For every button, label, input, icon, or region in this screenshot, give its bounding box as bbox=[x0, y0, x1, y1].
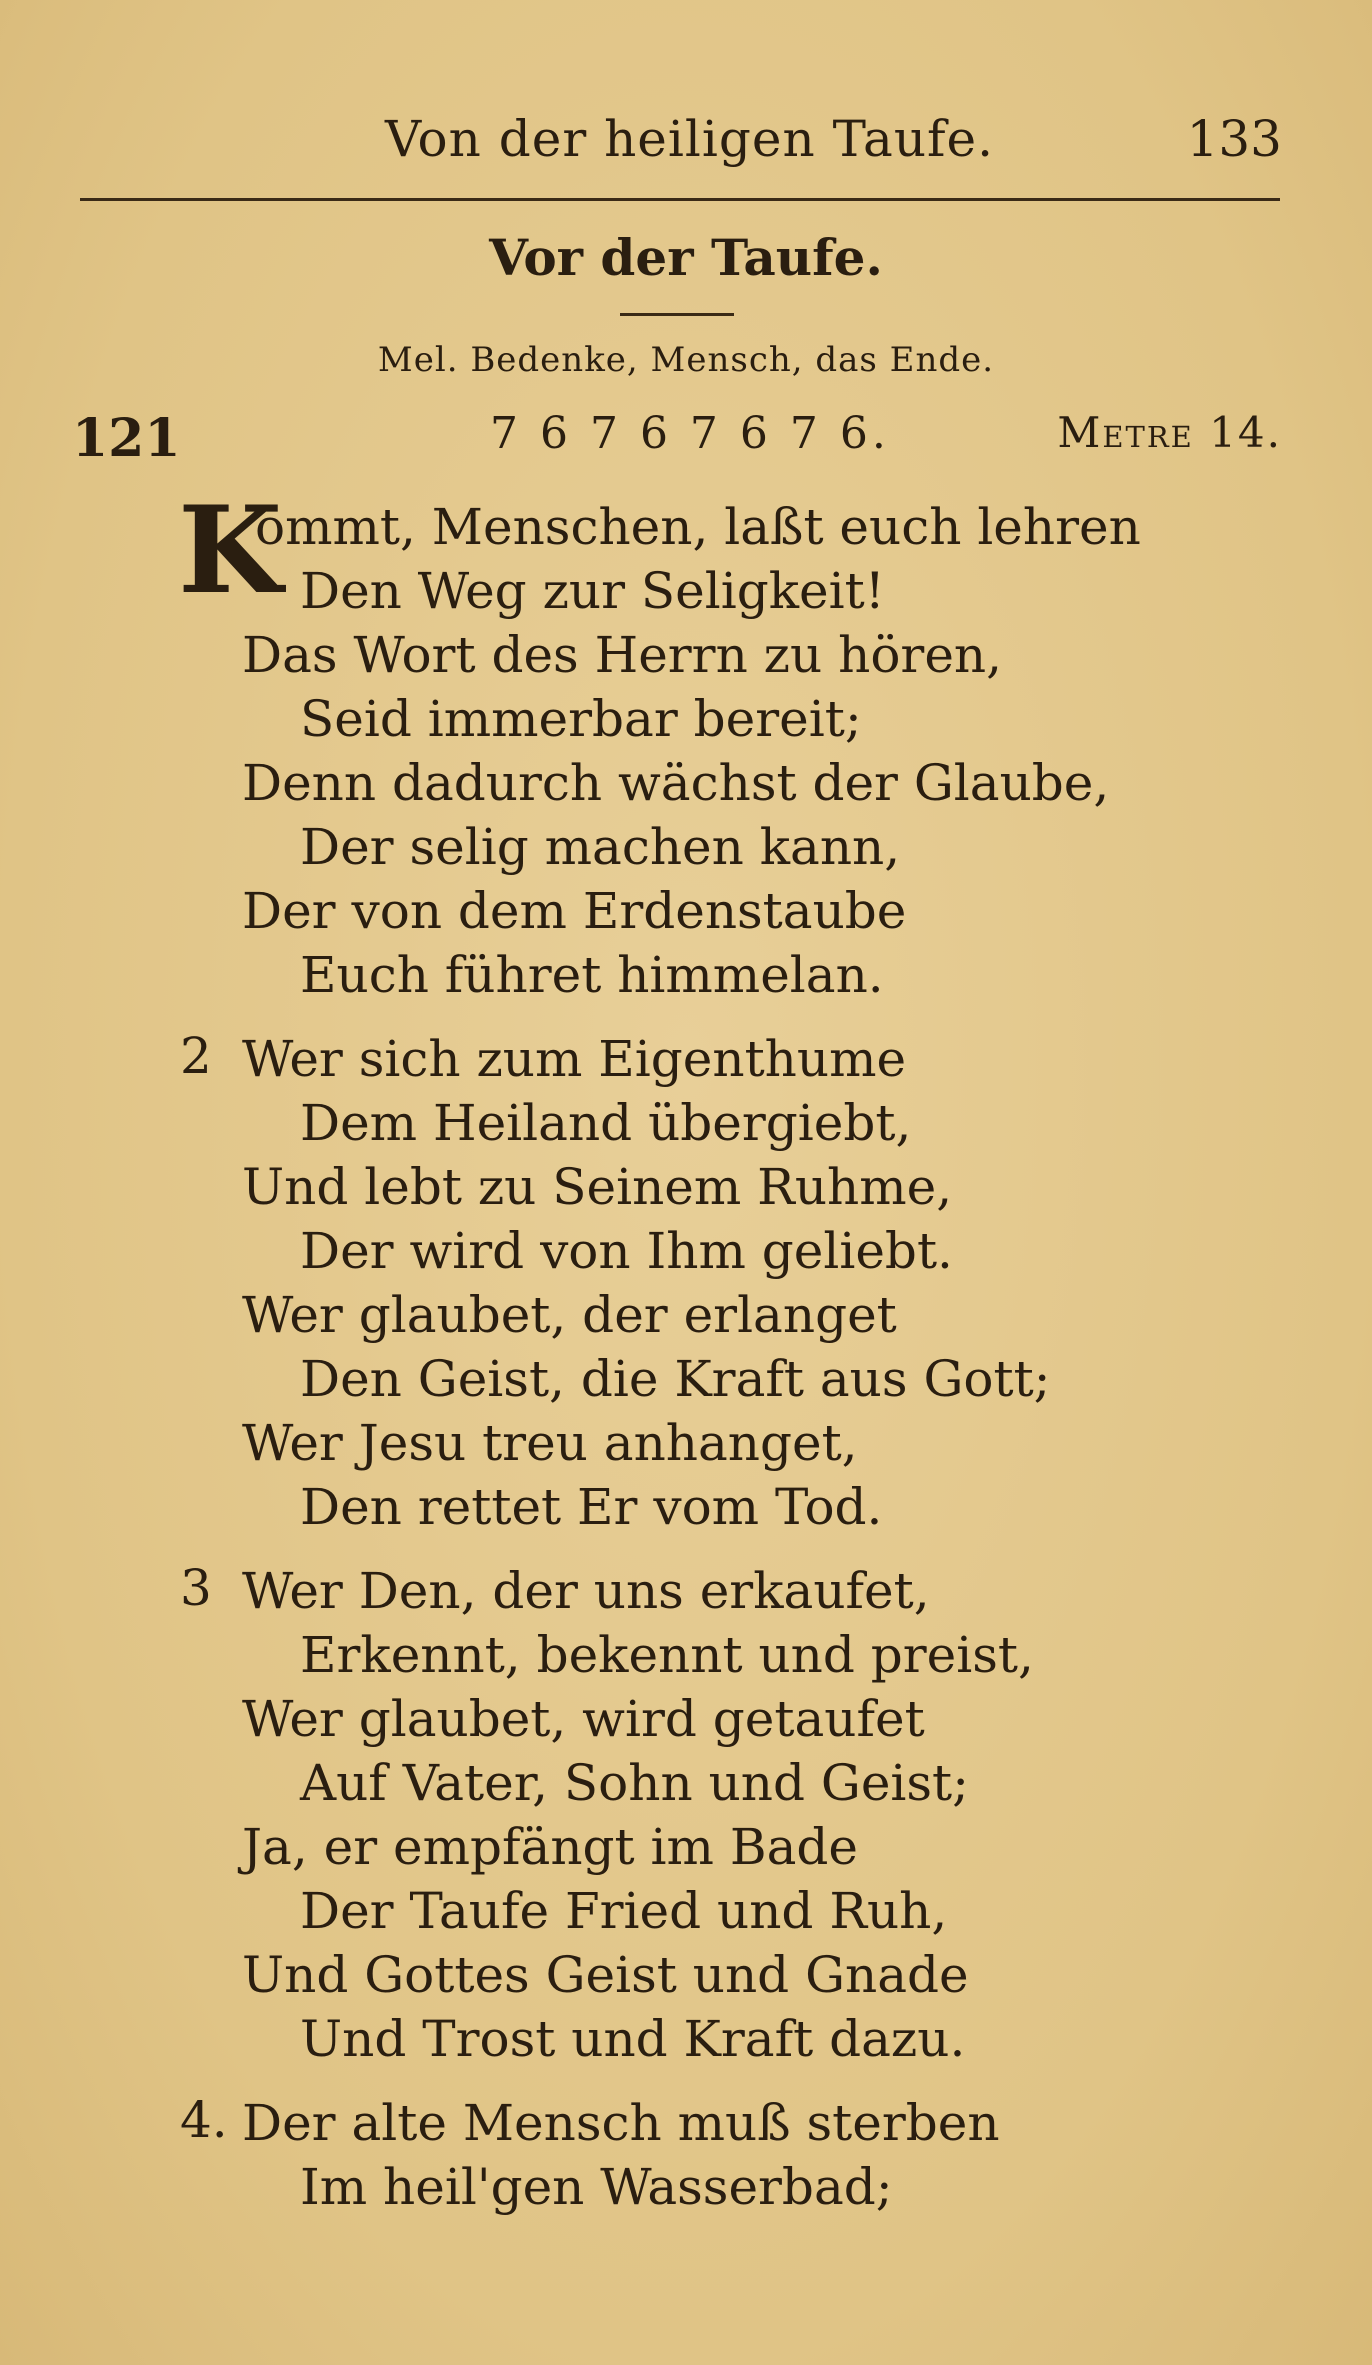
verse-line: Das Wort des Herrn zu hören, bbox=[242, 626, 1003, 684]
meter-numbers: 7 6 7 6 7 6 7 6. bbox=[490, 408, 890, 459]
hymn-number: 121 bbox=[72, 408, 181, 469]
verse-3 bbox=[0, 1559, 1372, 2071]
verse-line: Und Trost und Kraft dazu. bbox=[300, 2010, 966, 2068]
verses bbox=[0, 480, 1372, 2239]
verse-line: Denn dadurch wächst der Glaube, bbox=[242, 754, 1110, 812]
header-rule bbox=[80, 198, 1280, 201]
verse-number: 4. bbox=[180, 2091, 228, 2149]
verse-line: Ja, er empfängt im Bade bbox=[242, 1818, 858, 1876]
verse-line: Dem Heiland übergiebt, bbox=[300, 1094, 912, 1152]
verse-line: Den Geist, die Kraft aus Gott; bbox=[300, 1350, 1051, 1408]
verse-line: Euch führet himmelan. bbox=[300, 946, 884, 1004]
section-title: Vor der Taufe. bbox=[489, 228, 883, 287]
verse-line: Auf Vater, Sohn und Geist; bbox=[300, 1754, 969, 1812]
hymn-header bbox=[0, 408, 1372, 468]
verse-line: Wer glaubet, wird getaufet bbox=[242, 1690, 925, 1748]
verse-line: Der Taufe Fried und Ruh, bbox=[300, 1882, 948, 1940]
verse-4 bbox=[0, 2091, 1372, 2219]
tune-name: Mel. Bedenke, Mensch, das Ende. bbox=[377, 340, 995, 380]
verse-line: Und Gottes Geist und Gnade bbox=[242, 1946, 969, 2004]
metre-label: Metre 14. bbox=[1057, 408, 1282, 457]
verse-line: ommt, Menschen, laßt euch lehren bbox=[255, 498, 1141, 556]
verse-line: Wer glaubet, der erlanget bbox=[242, 1286, 897, 1344]
verse-line: Den rettet Er vom Tod. bbox=[300, 1478, 883, 1536]
title-rule bbox=[620, 313, 734, 316]
verse-line: Wer Jesu treu anhanget, bbox=[242, 1414, 858, 1472]
drop-cap: K bbox=[178, 480, 283, 621]
verse-line: Der wird von Ihm geliebt. bbox=[300, 1222, 953, 1280]
verse-number: 2 bbox=[180, 1027, 212, 1085]
running-title: Von der heiligen Taufe. bbox=[385, 110, 995, 168]
verse-line: Der alte Mensch muß sterben bbox=[242, 2094, 1000, 2152]
running-head bbox=[0, 110, 1372, 180]
verse-line: Den Weg zur Seligkeit! bbox=[300, 562, 885, 620]
verse-line: Im heil'gen Wasserbad; bbox=[300, 2158, 893, 2216]
verse-line: Der selig machen kann, bbox=[300, 818, 901, 876]
verse-line: Seid immerbar bereit; bbox=[300, 690, 862, 748]
verse-number: 3 bbox=[180, 1559, 212, 1617]
verse-line: Wer sich zum Eigenthume bbox=[242, 1030, 907, 1088]
verse-1 bbox=[0, 480, 1372, 1007]
page-number: 133 bbox=[1186, 110, 1282, 168]
verse-line: Wer Den, der uns erkaufet, bbox=[242, 1562, 930, 1620]
verse-line: Erkennt, bekennt und preist, bbox=[300, 1626, 1034, 1684]
verse-2 bbox=[0, 1027, 1372, 1539]
verse-line: Der von dem Erdenstaube bbox=[242, 882, 907, 940]
verse-line: Und lebt zu Seinem Ruhme, bbox=[242, 1158, 953, 1216]
